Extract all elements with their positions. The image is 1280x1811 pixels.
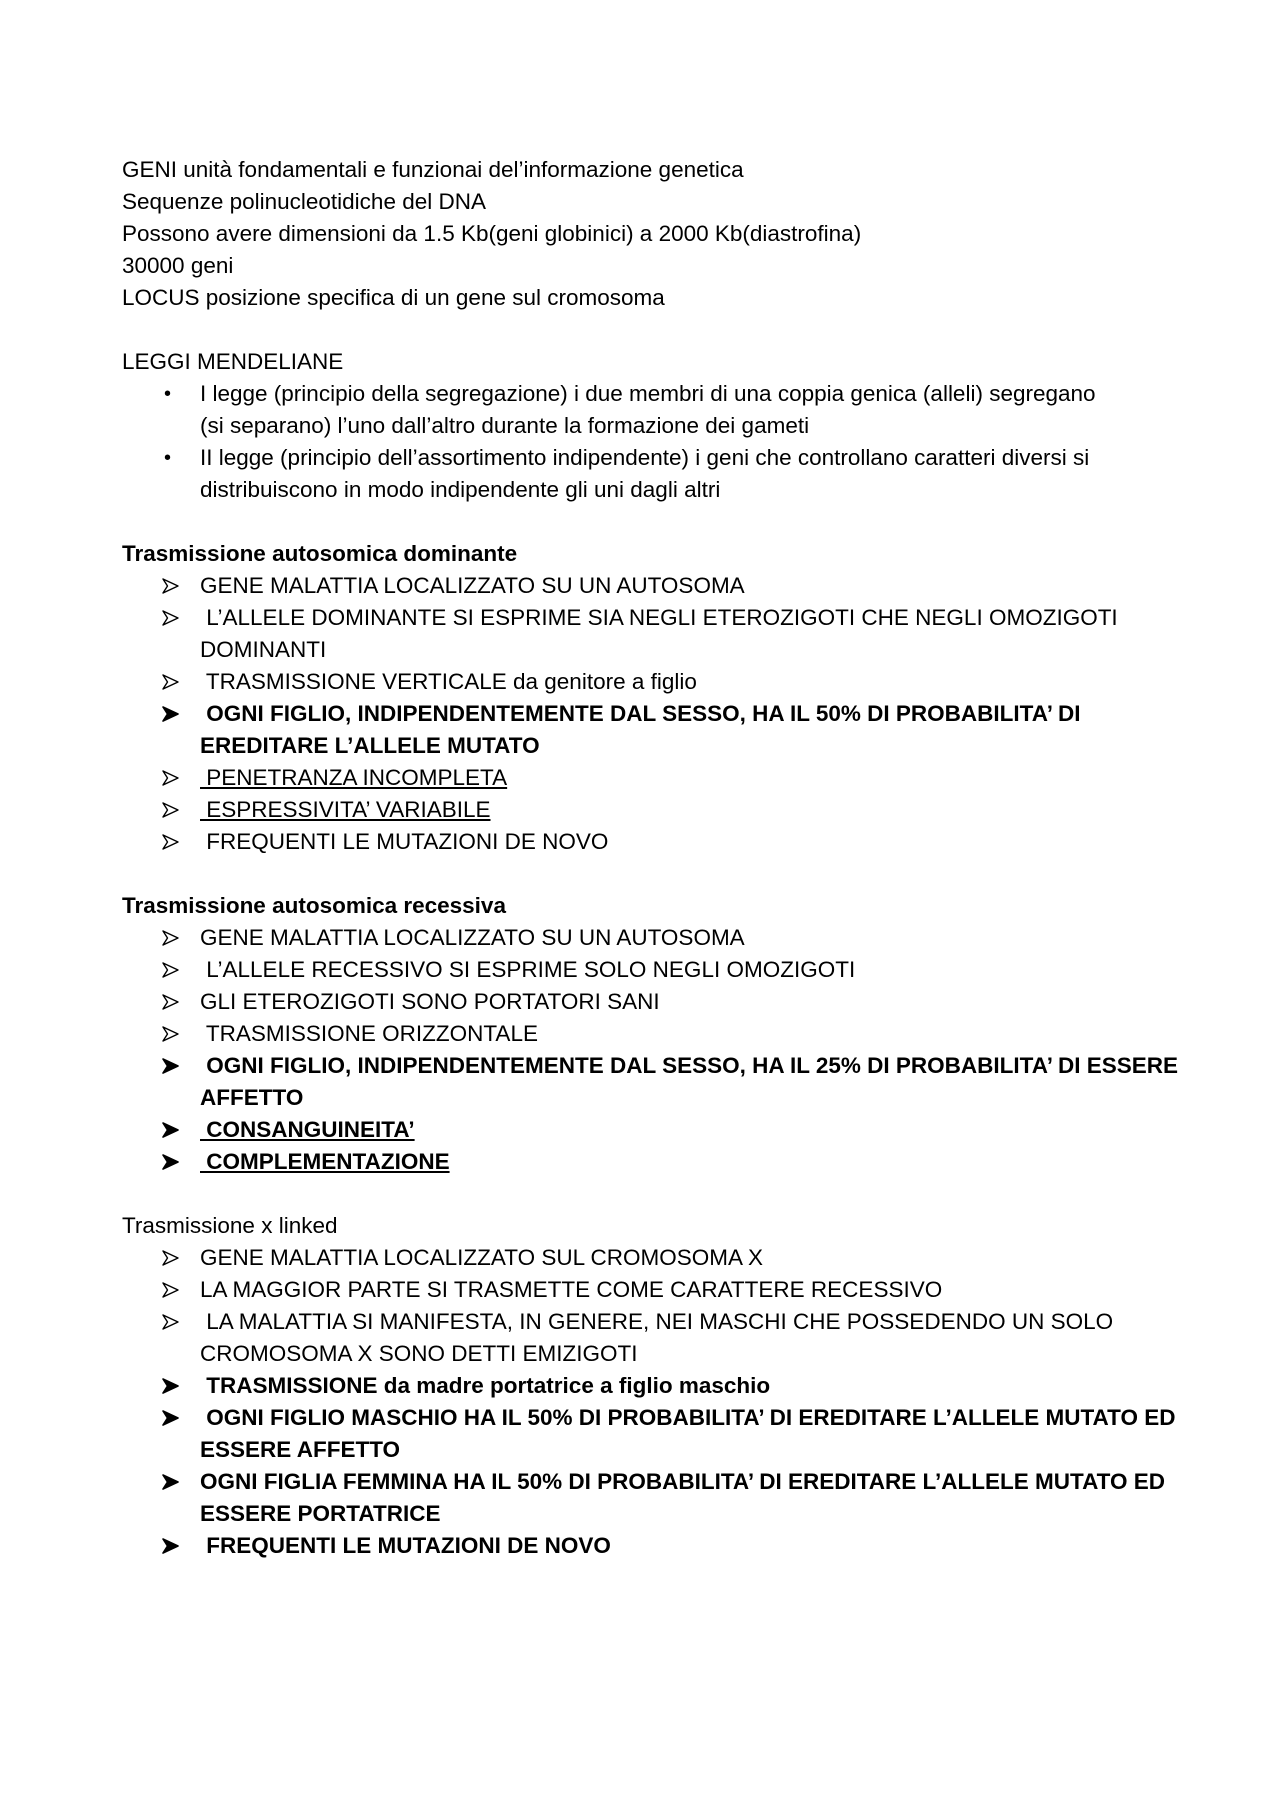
list-item-text: II legge (principio dell’assortimento indipendente) i geni che controllano caratteri diversi si [200,445,1090,470]
list-item-text: OGNI FIGLIO MASCHIO HA IL 50% DI PROBABILITA’ DI EREDITARE L’ALLELE MUTATO ED [200,1405,1176,1430]
list-item-text: OGNI FIGLIA FEMMINA HA IL 50% DI PROBABILITA’ DI EREDITARE L’ALLELE MUTATO ED [200,1469,1166,1494]
intro-line: Possono avere dimensioni da 1.5 Kb(geni globinici) a 2000 Kb(diastrofina) [122,221,862,246]
list-item-text: GENE MALATTIA LOCALIZZATO SU UN AUTOSOMA [200,925,745,950]
list-item [122,794,1172,826]
section-title-recessive: Trasmissione autosomica recessiva [122,893,506,918]
list-item [122,1466,1172,1530]
list-item [122,1242,1172,1274]
list-item [122,1402,1176,1466]
list-item-text: (si separano) l’uno dall’altro durante la formazione dei gameti [200,413,810,438]
intro-line: GENI unità fondamentali e funzionai del’informazione genetica [122,157,744,182]
list-item [122,1114,1172,1146]
bullet-dot-icon: • [164,383,172,405]
list-item-text: CONSANGUINEITA’ [200,1117,415,1142]
list-item [122,826,1172,858]
list-item [122,570,1172,602]
bullet-dot-icon: • [164,447,172,469]
intro-line: Sequenze polinucleotidiche del DNA [122,189,486,214]
list-item-text: COMPLEMENTAZIONE [200,1149,450,1174]
list-item [122,1306,1172,1370]
list-item-text: ESSERE AFFETTO [200,1437,401,1462]
intro-line: LOCUS posizione specifica di un gene sul cromosoma [122,285,665,310]
list-item-text: TRASMISSIONE da madre portatrice a figlio maschio [200,1373,771,1398]
list-item [122,762,1172,794]
dominant-list [122,570,1172,858]
list-item-text: DOMINANTI [200,637,327,662]
xlinked-list [122,1242,1176,1562]
list-item [122,1018,1172,1050]
list-item-text: FREQUENTI LE MUTAZIONI DE NOVO [200,829,609,854]
list-item [122,986,1172,1018]
list-item-text: GENE MALATTIA LOCALIZZATO SU UN AUTOSOMA [200,573,745,598]
list-item-text: I legge (principio della segregazione) i due membri di una coppia genica (alleli) segregano [200,381,1096,406]
list-item-text: FREQUENTI LE MUTAZIONI DE NOVO [200,1533,611,1558]
list-item [122,378,1172,442]
list-item-text: TRASMISSIONE VERTICALE da genitore a figlio [200,669,697,694]
list-item [122,1370,1172,1402]
list-item-text: LA MAGGIOR PARTE SI TRASMETTE COME CARATTERE RECESSIVO [200,1277,943,1302]
intro-line: 30000 geni [122,253,234,278]
list-item-text: AFFETTO [200,1085,304,1110]
section-title-dominant: Trasmissione autosomica dominante [122,541,518,566]
list-item-text: PENETRANZA INCOMPLETA [200,765,508,790]
list-item-text: GENE MALATTIA LOCALIZZATO SUL CROMOSOMA X [200,1245,764,1270]
document-page [122,154,1179,1562]
list-item [122,1050,1179,1114]
list-item [122,1274,1172,1306]
list-item [122,922,1172,954]
list-item-text: CROMOSOMA X SONO DETTI EMIZIGOTI [200,1341,638,1366]
list-item-text: L’ALLELE RECESSIVO SI ESPRIME SOLO NEGLI OMOZIGOTI [200,957,856,982]
list-item-text: EREDITARE L’ALLELE MUTATO [200,733,540,758]
list-item-text: TRASMISSIONE ORIZZONTALE [200,1021,538,1046]
section-title-xlinked: Trasmissione x linked [122,1213,338,1238]
list-item-text: GLI ETEROZIGOTI SONO PORTATORI SANI [200,989,660,1014]
list-item-text: L’ALLELE DOMINANTE SI ESPRIME SIA NEGLI ETEROZIGOTI CHE NEGLI OMOZIGOTI [200,605,1118,630]
list-item [122,1530,1172,1562]
list-item [122,442,1172,506]
list-item [122,698,1172,762]
list-item-text: distribuiscono in modo indipendente gli uni dagli altri [200,477,721,502]
list-item-text: LA MALATTIA SI MANIFESTA, IN GENERE, NEI MASCHI CHE POSSEDENDO UN SOLO [200,1309,1114,1334]
recessive-list [122,922,1179,1178]
list-item [122,954,1172,986]
section-title-mendel: LEGGI MENDELIANE [122,349,344,374]
list-item-text: OGNI FIGLIO, INDIPENDENTEMENTE DAL SESSO, HA IL 50% DI PROBABILITA’ DI [200,701,1081,726]
list-item-text: OGNI FIGLIO, INDIPENDENTEMENTE DAL SESSO, HA IL 25% DI PROBABILITA’ DI ESSERE [200,1053,1179,1078]
list-item [122,602,1172,666]
list-item [122,1146,1172,1178]
list-item-text: ESPRESSIVITA’ VARIABILE [200,797,491,822]
list-item [122,666,1172,698]
list-item-text: ESSERE PORTATRICE [200,1501,441,1526]
mendel-list [122,378,1172,506]
